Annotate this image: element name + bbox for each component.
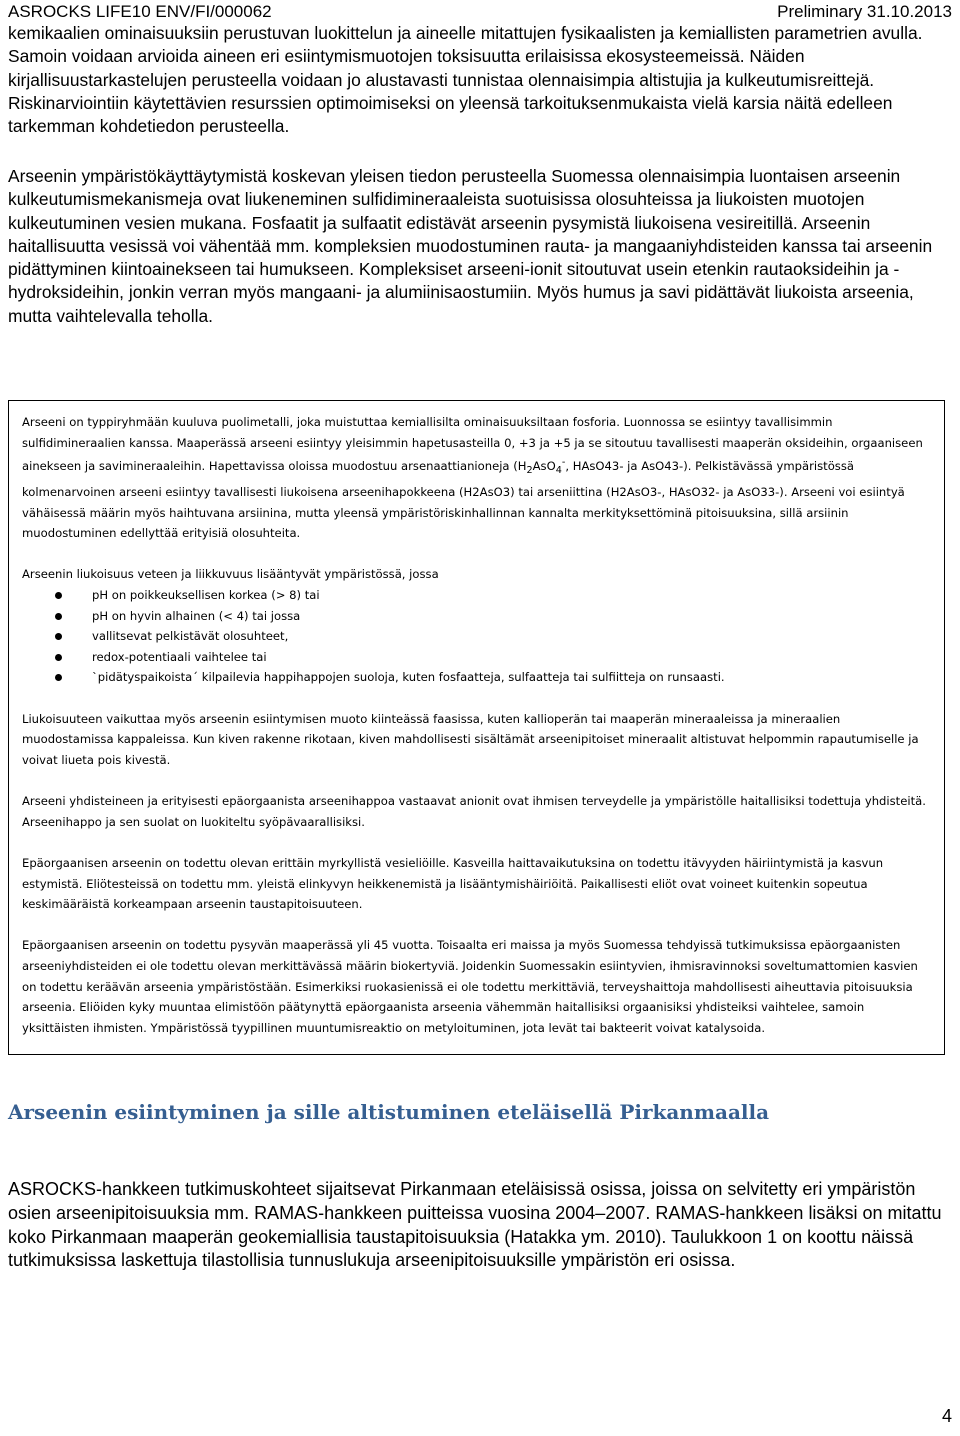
arsenic-info-box — [8, 400, 945, 1055]
solubility-conditions-list — [22, 585, 932, 688]
info-paragraph-solubility: Arseenin liukoisuus veteen ja liikkuvuus lisääntyvät ympäristössä, jossa — [22, 567, 439, 582]
page-header — [8, 0, 952, 24]
info-paragraph-solid-phase: Liukoisuuteen vaikuttaa myös arseenin esiintymisen muoto kiinteässä faasissa, kuten kallioperän tai maaperän mineraaleissa ja mineraalien muodostamissa kappaleissa. Kun kiven rakenne rikotaan, kiven mahdollisesti sisältämät arseenipitoiset mineraalit altistuvat helpommin rapautumiselle ja voivat liueta pois kivestä. — [22, 711, 919, 768]
list-item: `pidätyspaikoista´ kilpailevia happihappojen suoloja, kuten fosfaatteja, sulfaatteja tai sulfiitteja on runsaasti. — [22, 667, 932, 688]
list-item: pH on poikkeuksellisen korkea (> 8) tai — [22, 585, 932, 606]
arsenic-behaviour-paragraph: Arseenin ympäristökäyttäytymistä koskevan yleisen tiedon perusteella Suomessa olennaisimpia luontaisen arseenin kulkeutumismekanismeja ovat liukeneminen sulfidimineraaleista suotuisissa olosuhteissa ja liukoisten muotojen kulkeutuminen vesien mukana. Fosfaatit ja sulfaatit edistävät arseenin pysymistä liukoisena vesireitillä. Arseenin haitallisuutta vesissä voi vähentää mm. kompleksien muodostuminen rauta- ja mangaaniyhdisteiden kanssa tai arseenin pidättyminen kiintoainekseen tai humukseen. Kompleksiset arseeni-ionit sitoutuvat usein etenkin rautaoksideihin ja -hydroksideihin, jonkin verran myös mangaani- ja alumiinisaostumiin. Myös humus ja savi pidättävät liukoista arseenia, mutta vaihtelevalla teholla. — [8, 166, 933, 326]
list-item: vallitsevat pelkistävät olosuhteet, — [22, 626, 932, 647]
project-code: ASROCKS LIFE10 ENV/FI/000062 — [8, 2, 272, 21]
info-paragraph-health: Arseeni yhdisteineen ja erityisesti epäorgaanista arseenihappoa vastaavat anionit ovat ihmisen terveydelle ja ympäristölle haitallisiksi todettuja yhdisteitä. Arseenihappo ja sen suolat on luokiteltu syöpävaarallisiksi. — [22, 794, 926, 829]
intro-paragraph: kemikaalien ominaisuuksiin perustuvan luokittelun ja aineelle mitattujen fysikaalisten ja kemiallisten parametrien avulla. Samoin voidaan arvioida aineen eri esiintymismuotojen toksisuutta erilaisissa ekosysteemeissä. Näiden kirjallisuustarkastelujen perusteella voidaan jo alustavasti tunnistaa olennaisimpia altistujia ja kulkeutumisreittejä. Riskinarviointiin käytettävien resurssien optimoimiseksi on yleensä tarkoituksenmukaista vielä karsia näitä edelleen tarkemman kohdetiedon perusteella. — [8, 23, 923, 137]
info-paragraph-chemistry: Arseeni on typpiryhmään kuuluva puolimetalli, joka muistuttaa kemiallisilta ominaisuuksiltaan fosforia. Luonnossa se esiintyy tavallisimmin sulfidimineraalien kanssa. Maaperässä arseeni esiintyy yleisimmin hapetusasteilla 0, +3 ja +5 ja se sitoutuu tavallisesti maaperän oksideihin, orgaaniseen ainekseen ja savimineraaleihin. Hapettavissa oloissa muodostuu arsenaattianioneja ($H_2AsO_4^-$, HAsO43- ja AsO43-). Pelkistävässä ympäristössä kolmenarvoinen arseeni esiintyy tavallisesti liukoisena arseenihapokkeena (H2AsO3) tai arseniittina (H2AsO3-, HAsO32- ja AsO33-). Arseeni voi esiintyä vähäisessä määrin myös haihtuvana arsiinina, mutta yleensä ympäristöriskinhallinnan kannalta merkityksettöminä pitoisuuksina, sillä arsiinin muodostuminen edellyttää erityisiä olosuhteita. — [22, 415, 923, 541]
list-item: redox-potentiaali vaihtelee tai — [22, 647, 932, 668]
page-number: 4 — [941, 1406, 952, 1426]
bullet-icon — [55, 592, 62, 599]
asrocks-paragraph: ASROCKS-hankkeen tutkimuskohteet sijaitsevat Pirkanmaan eteläisissä osissa, joissa on selvitetty eri ympäristön osien arseenipitoisuuksia mm. RAMAS-hankkeen puitteissa vuosina 2004–2007. RAMAS-hankkeen lisäksi on mitattu koko Pirkanmaan maaperän geokemiallisia taustapitoisuuksia (Hatakka ym. 2010). Taulukkoon 1 on koottu näissä tutkimuksissa laskettuja tilastollisia tunnuslukuja arseenipitoisuuksille ympäristön eri osissa. — [8, 1179, 942, 1271]
info-paragraph-ecotoxicity: Epäorgaanisen arseenin on todettu olevan erittäin myrkyllistä vesieliöille. Kasveilla haittavaikutuksina on todettu itävyyden häiriintymistä ja kasvun estymistä. Eliötesteissä on todettu mm. yleistä elinkyvyn heikkenemistä ja lisääntymishäiriöitä. Paikallisesti eliöt ovat voineet kuitenkin sopeutua keskimääräistä korkeampaan arseenin taustapitoisuuteen. — [22, 856, 884, 912]
section-heading: Arseenin esiintyminen ja sille altistuminen eteläisellä Pirkanmaalla — [8, 1100, 770, 1124]
document-status: Preliminary 31.10.2013 — [777, 2, 952, 21]
list-item: pH on hyvin alhainen (< 4) tai jossa — [22, 606, 932, 627]
info-paragraph-persistence: Epäorgaanisen arseenin on todettu pysyvän maaperässä yli 45 vuotta. Toisaalta eri maissa ja myös Suomessa tehdyissä tutkimuksissa epäorgaanisten arseeniyhdisteiden ei ole todettu olevan merkittävässä määrin biokertyviä. Joidenkin Suomessakin esiintyvien, ihmisravinnoksi soveltumattomien kasvien on todettu keräävän arseenia ympäristöstään. Esimerkiksi ruokasienissä ei ole todettu merkittäviä, terveyshaittoja mahdollisesti aiheuttavia pitoisuuksia arseenia. Eliöiden kyky muuntaa elimistöön päätynyttä epäorgaanista arseenia vähemmän haitallisiksi orgaanisiksi yhdisteiksi vaihtelee, samoin yksittäisten ihmisten. Ympäristössä tyypillinen muuntumisreaktio on metyloituminen, jota levät tai bakteerit voivat katalysoida. — [22, 938, 918, 1035]
bullet-icon — [55, 633, 62, 640]
bullet-icon — [55, 613, 62, 620]
bullet-icon — [55, 674, 62, 681]
bullet-icon — [55, 654, 62, 661]
